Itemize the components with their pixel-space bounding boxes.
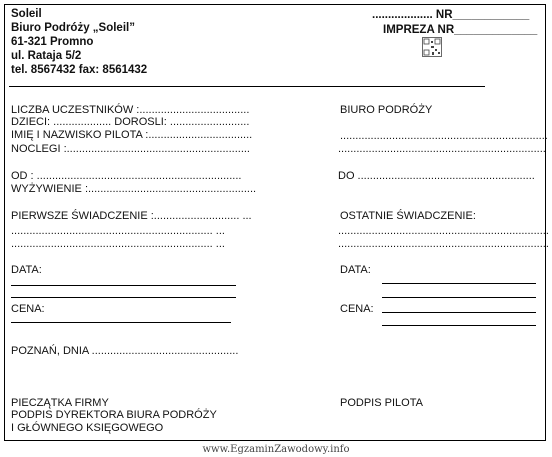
glowny-ksiegowy-label: I GŁÓWNEGO KSIĘGOWEGO bbox=[11, 422, 164, 434]
impreza-field: IMPREZA NR_____________ bbox=[383, 24, 538, 36]
phone-fax: tel. 8567432 fax: 8561432 bbox=[11, 64, 148, 76]
data-right-label: DATA: bbox=[340, 264, 371, 276]
pierwsze-dots-line-1: .................................................................. ... bbox=[11, 225, 225, 237]
address-city: 61-321 Promno bbox=[11, 36, 94, 48]
data-right-line-2 bbox=[382, 297, 536, 298]
pilot-name-field: IMIĘ I NAZWISKO PILOTA :.................................. bbox=[11, 129, 253, 141]
biuro-dots-line-2: .................................................................... bbox=[338, 143, 546, 155]
pierwsze-dots-line-2: .................................................................. ... bbox=[11, 238, 225, 250]
poznan-dnia-field: POZNAŃ, DNIA ................................................ bbox=[11, 345, 239, 357]
data-left-line-2 bbox=[11, 297, 236, 298]
cena-right-line-2 bbox=[382, 325, 536, 326]
header-divider bbox=[9, 86, 485, 87]
ostatnie-dots-line-2: ..................................................................... bbox=[338, 238, 549, 250]
data-right-line-1 bbox=[382, 283, 536, 284]
watermark-text: www.EgzaminZawodowy.info bbox=[202, 444, 350, 455]
biuro-podrozy-label: BIURO PODRÓŻY bbox=[340, 104, 433, 116]
cena-left-line bbox=[11, 322, 231, 323]
podpis-pilota-label: PODPIS PILOTA bbox=[340, 397, 423, 409]
cena-right-line-1 bbox=[382, 312, 536, 313]
liczba-uczestnikow-field: LICZBA UCZESTNIKÓW :.................................... bbox=[11, 104, 250, 116]
data-left-label: DATA: bbox=[11, 264, 42, 276]
qr-logo-icon bbox=[422, 37, 442, 57]
podpis-dyrektora-label: PODPIS DYREKTORA BIURA PODRÓŻY bbox=[11, 409, 217, 421]
pierwsze-swiadczenie-field: PIERWSZE ŚWIADCZENIE :............................ ... bbox=[11, 210, 252, 222]
do-field: DO .......................................................... bbox=[338, 170, 535, 182]
ostatnie-swiadczenie-label: OSTATNIE ŚWIADCZENIE: bbox=[340, 210, 476, 222]
nr-field: ................... NR____________ bbox=[372, 9, 530, 21]
pieczatka-firmy-label: PIECZĄTKA FIRMY bbox=[11, 397, 109, 409]
od-field: OD : ................................................................... bbox=[11, 170, 242, 182]
cena-right-label: CENA: bbox=[340, 303, 374, 315]
data-left-line-1 bbox=[11, 285, 236, 286]
noclegi-field: NOCLEGI :............................................................ bbox=[11, 143, 250, 155]
dzieci-dorosli-field: DZIECI: ................... DOROSLI: .......................... bbox=[11, 116, 250, 128]
address-street: ul. Rataja 5/2 bbox=[11, 50, 82, 62]
biuro-dots-line-1: .................................................................... bbox=[340, 130, 548, 142]
wyzywienie-field: WYŻYWIENIE :....................................................... bbox=[11, 183, 257, 195]
company-name: Soleil bbox=[11, 8, 42, 20]
cena-left-label: CENA: bbox=[11, 303, 45, 315]
ostatnie-dots-line-1: ..................................................................... bbox=[338, 225, 549, 237]
agency-name: Biuro Podróży „Soleil” bbox=[11, 22, 135, 34]
